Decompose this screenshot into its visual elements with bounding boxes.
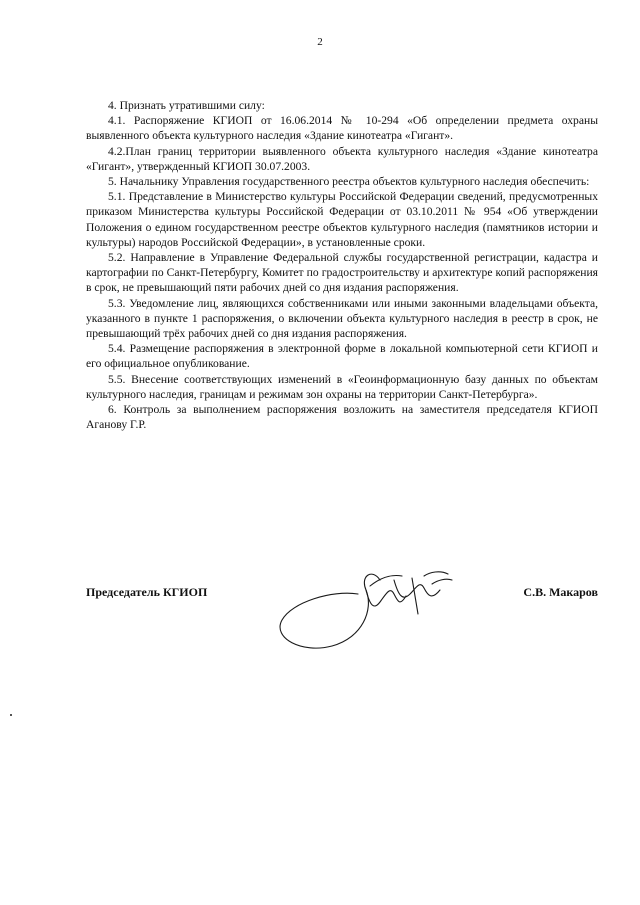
position-title: Председатель КГИОП — [86, 585, 208, 599]
paragraph-4-1: 4.1. Распоряжение КГИОП от 16.06.2014 № 10-294 «Об определении предмета охраны выявленного объекта культурного наследия «Здание кинотеатра «Гигант». — [86, 114, 598, 143]
paragraph-5-5: 5.5. Внесение соответствующих изменений в «Геоинформационную базу данных по объектам культурного наследия, границам и режимам зон охраны на территории Санкт-Петербурга». — [86, 372, 598, 401]
paragraph-5-1: 5.1. Представление в Министерство культуры Российской Федерации сведений, предусмотренных приказом Министерства культуры Российской Федерации от 03.10.2011 № 954 «Об утверждении Положения о едином государственном реестре объектов культурного наследия (памятников истории и культуры) народов Российской Федерации», в установленные сроки. — [86, 190, 598, 249]
paragraph-5: 5. Начальнику Управления государственного реестра объектов культурного наследия обеспечить: — [108, 175, 590, 189]
document-body — [86, 98, 598, 432]
scan-speck — [10, 714, 12, 716]
paragraph-5-4: 5.4. Размещение распоряжения в электронной форме в локальной компьютерной сети КГИОП и его официальное опубликование. — [86, 342, 598, 371]
page-number: 2 — [317, 36, 323, 48]
paragraph-5-2: 5.2. Направление в Управление Федеральной службы государственной регистрации, кадастра и картографии по Санкт-Петербургу, Комитет по градостроительству и архитектуре копий распоряжения в срок, не превышающий пяти рабочих дней со дня издания распоряжения. — [86, 251, 598, 295]
handwritten-signature — [262, 550, 482, 660]
paragraph-4-2: 4.2.План границ территории выявленного объекта культурного наследия «Здание кинотеатра «Гигант», утвержденный КГИОП 30.07.2003. — [86, 144, 598, 173]
signatory-name: С.В. Макаров — [523, 585, 598, 599]
paragraph-4: 4. Признать утратившими силу: — [108, 99, 265, 112]
paragraph-5-3: 5.3. Уведомление лиц, являющихся собственниками или иными законными владельцами объекта, указанного в пункте 1 распоряжения, о включении объекта культурного наследия в реестр в срок, не превышающий трёх рабочих дней со дня издания распоряжения. — [86, 296, 598, 341]
paragraph-6: 6. Контроль за выполнением распоряжения возложить на заместителя председателя КГИОП Аганову Г.Р. — [86, 403, 598, 432]
